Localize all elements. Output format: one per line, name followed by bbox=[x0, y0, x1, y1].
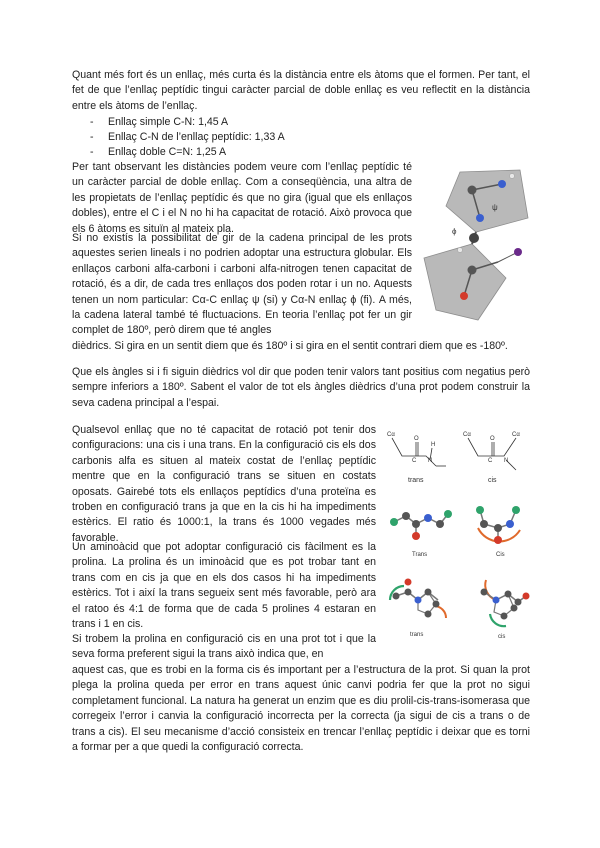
hydrogen-atom bbox=[510, 174, 515, 179]
cis-label: cis bbox=[488, 477, 497, 484]
o-label: O bbox=[414, 436, 419, 442]
carbon-atom bbox=[468, 266, 477, 275]
c-label: C bbox=[488, 458, 493, 464]
cis-structure bbox=[463, 432, 520, 484]
peptide-plane-lower bbox=[424, 244, 506, 320]
oxygen-atom bbox=[460, 292, 468, 300]
paragraph-isomerase-continued: aquest cas, que es trobi en la forma cis és important per a l’estructura de la prot. Si quan la prot plega la prolina queda per error en trans aquest únic canvi podria fer que la prot no sigui completament funcional. La natura ha generat un enzim que es diu prolil-cis-trans-isomerasa que corregeix l’error i canvia la configuració incorrecta per la correcta (ja sigui de cis a trans o de trans a cis). El seu mecanisme d’acció consisteix en trencar l’enllaç peptídic i deixar que es torni a formar per a que quedi la configuració correcta. bbox=[72, 664, 530, 754]
c-alpha-label: Cα bbox=[387, 432, 395, 438]
proline-trans-model bbox=[390, 579, 446, 639]
bullet-item bbox=[90, 115, 228, 130]
peptide-ball-models bbox=[386, 494, 536, 562]
paragraph-rotation: Si no existís la possibilitat de gir de la cadena principal de les prots aquestes serien lineals i no podrien adoptar una estructura globular. Els enllaços carboni alfa-carboni i carboni alfa-nitrogen tenen capacitat de rotació, és a dir, de cada tres enllaços dos poden rotar i un no. Aquests tenen un nom particular: Cα-C enllaç ψ (si) y Cα-N enllaç ϕ (fi). A més, la cadena lateral també té fluctuacions. En teoria l’enllaç pot fer un gir complet de 180º, però direm que té angles bbox=[72, 232, 412, 337]
c-label: C bbox=[412, 458, 417, 464]
bullet-text: Enllaç simple C-N: 1,45 A bbox=[108, 116, 229, 128]
trans-model-label: Trans bbox=[412, 552, 428, 558]
paragraph-proline: Un aminoàcid que pot adoptar configuració cis fàcilment es la prolina. La prolina és un iminoàcid que es pot trobar tant en trans com en cis ja que en els dos casos hi ha impediments estèrics. Tot i així la trans segueix sent més favorable, però ara el ratoo és 4:1 de forma que de cada 5 prolines 4 estaran en trans i 1 en cis. bbox=[72, 541, 376, 631]
peptide-plane-upper bbox=[446, 170, 528, 232]
cis-trans-diagram bbox=[386, 426, 536, 486]
carbon-atom bbox=[468, 186, 477, 195]
proline-cis-label: cis bbox=[498, 634, 506, 640]
nitrogen-atom bbox=[476, 214, 484, 222]
o-label: O bbox=[490, 436, 495, 442]
trans-ball-model bbox=[390, 510, 452, 558]
peptide-planes-figure bbox=[416, 160, 534, 338]
cis-ball-model bbox=[476, 506, 520, 558]
bullet-item bbox=[90, 145, 226, 160]
bullet-text: Enllaç C-N de l’enllaç peptídic: 1,33 A bbox=[108, 131, 285, 143]
bullet-item bbox=[90, 130, 285, 145]
h-label: H bbox=[431, 442, 436, 448]
trans-structure bbox=[387, 432, 446, 484]
paragraph-dihedral: Que els àngles si i fi siguin dièdrics vol dir que poden tenir valors tant positius com negatius però sempre inferiors a 180º. Sabent el valor de tot els àngles dièdrics d’una prot podem construir la seva cadena principal a l’espai. bbox=[72, 366, 530, 409]
bullet-marker: - bbox=[90, 131, 94, 143]
n-label: N bbox=[428, 458, 433, 464]
paragraph-cis-trans: Qualsevol enllaç que no té capacitat de rotació pot tenir dos configuracions: una cis i una trans. En la configuració cis els dos carbonis alfa es situen al mateix costat de l’enllaç peptídic mentre que en la configuració trans se situen en costats oposats. Gairebé tots els enllaços peptídics d’una proteïna es troben en configuració trans ja que en la cis hi ha impediments estèrics. El ratio és 1000:1, la trans és 1000 vegades més favorable. bbox=[72, 424, 376, 544]
c-alpha-label: Cα bbox=[463, 432, 471, 438]
cis-model-label: Cis bbox=[496, 552, 505, 558]
carbon-alpha-atom bbox=[469, 233, 479, 243]
paragraph-partial-double-bond: Per tant observant les distàncies podem veure com l’enllaç peptídic té un caràcter parcial de doble enllaç. Com a conseqüència, una altra de les propietats de l’enllaç peptídic és que no gira (igual que els enllaços dobles), entre el C i el N no hi ha capacitat de rotació. Això provoca que els 6 àtoms es situïn al mateix pla. bbox=[72, 161, 412, 235]
c-alpha-label: Cα bbox=[512, 432, 520, 438]
n-label: N bbox=[504, 458, 509, 464]
paragraph-rotation-continued: dièdrics. Si gira en un sentit diem que és 180º i si gira en el sentit contrari diem que es -180º. bbox=[72, 340, 508, 352]
phi-label: ϕ bbox=[452, 227, 457, 236]
paragraph-isomerase: Si trobem la prolina en configuració cis en una prot tot i que la seva forma preferent sigui la trans això indica que, en bbox=[72, 633, 376, 661]
side-chain-atom bbox=[514, 248, 522, 256]
nitrogen-atom bbox=[498, 180, 506, 188]
proline-cis-model bbox=[481, 580, 530, 640]
bullet-marker: - bbox=[90, 146, 94, 158]
psi-label: ψ bbox=[492, 203, 498, 212]
trans-label: trans bbox=[408, 477, 424, 484]
bullet-marker: - bbox=[90, 116, 94, 128]
proline-models bbox=[386, 570, 536, 642]
proline-trans-label: trans bbox=[410, 632, 424, 638]
bullet-text: Enllaç doble C=N: 1,25 A bbox=[108, 146, 227, 158]
paragraph-bond-length: Quant més fort és un enllaç, més curta és la distància entre els àtoms que el formen. Per tant, el fet de que l’enllaç peptídic tingui caràcter parcial de doble enllaç es veu reflectit en la distància entre els àtoms de l’enllaç. bbox=[72, 69, 530, 112]
hydrogen-atom bbox=[458, 248, 463, 253]
